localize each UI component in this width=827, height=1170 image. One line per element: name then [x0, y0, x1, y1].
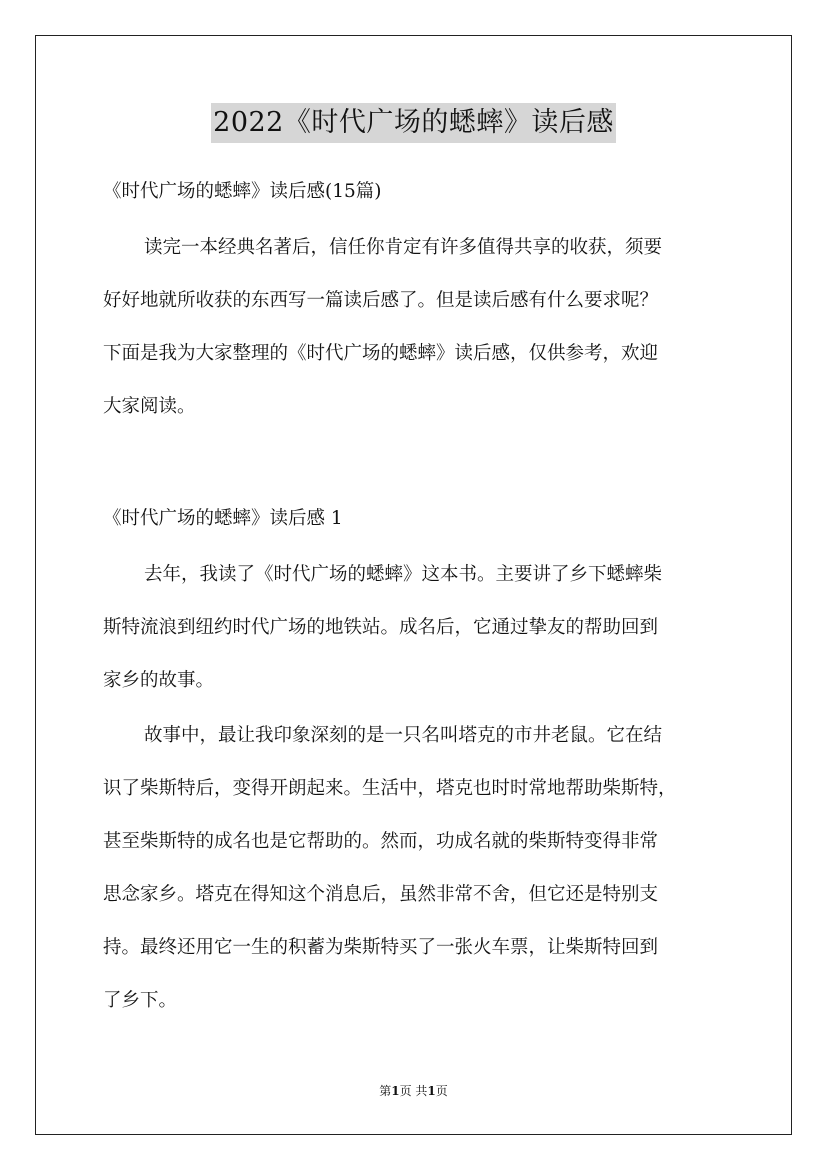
section-paragraph-1 — [103, 548, 743, 707]
page-total: 1 — [427, 1084, 436, 1098]
paragraph-line: 了乡下。 — [103, 990, 178, 1011]
page-footer — [0, 1083, 827, 1099]
page-prefix: 第 — [379, 1084, 392, 1098]
paragraph-line: 思念家乡。塔克在得知这个消息后，虽然非常不舍，但它还是特别支 — [103, 884, 659, 905]
paragraph-line: 甚至柴斯特的成名也是它帮助的。然而，功成名就的柴斯特变得非常 — [103, 831, 659, 852]
paragraph-line: 故事中，最让我印象深刻的是一只名叫塔克的市井老鼠。它在结 — [144, 725, 663, 746]
paragraph-line: 持。最终还用它一生的积蓄为柴斯特买了一张火车票，让柴斯特回到 — [103, 937, 659, 958]
intro-paragraph — [103, 221, 743, 433]
paragraph-line: 识了柴斯特后，变得开朗起来。生活中，塔克也时时常地帮助柴斯特， — [103, 778, 677, 799]
paragraph-line: 家乡的故事。 — [103, 670, 215, 691]
paragraph-line: 去年，我读了《时代广场的蟋蟀》这本书。主要讲了乡下蟋蟀柴 — [144, 564, 663, 585]
paragraph-line: 下面是我为大家整理的《时代广场的蟋蟀》读后感，仅供参考，欢迎 — [103, 343, 659, 364]
section-heading: 《时代广场的蟋蟀》读后感 1 — [103, 508, 343, 529]
page-suffix: 页 — [435, 1084, 448, 1098]
paragraph-line: 斯特流浪到纽约时代广场的地铁站。成名后，它通过挚友的帮助回到 — [103, 617, 659, 638]
page-mid: 页 共 — [399, 1084, 428, 1098]
paragraph-line: 好好地就所收获的东西写一篇读后感了。但是读后感有什么要求呢？ — [103, 290, 659, 311]
page-current: 1 — [391, 1084, 400, 1098]
paragraph-line: 读完一本经典名著后，信任你肯定有许多值得共享的收获，须要 — [144, 237, 663, 258]
title-container — [0, 103, 827, 143]
document-title: 2022《时代广场的蟋蟀》读后感 — [211, 103, 616, 143]
paragraph-line: 大家阅读。 — [103, 396, 196, 417]
section-paragraph-2 — [103, 709, 743, 1027]
document-subtitle: 《时代广场的蟋蟀》读后感(15篇) — [103, 181, 382, 202]
